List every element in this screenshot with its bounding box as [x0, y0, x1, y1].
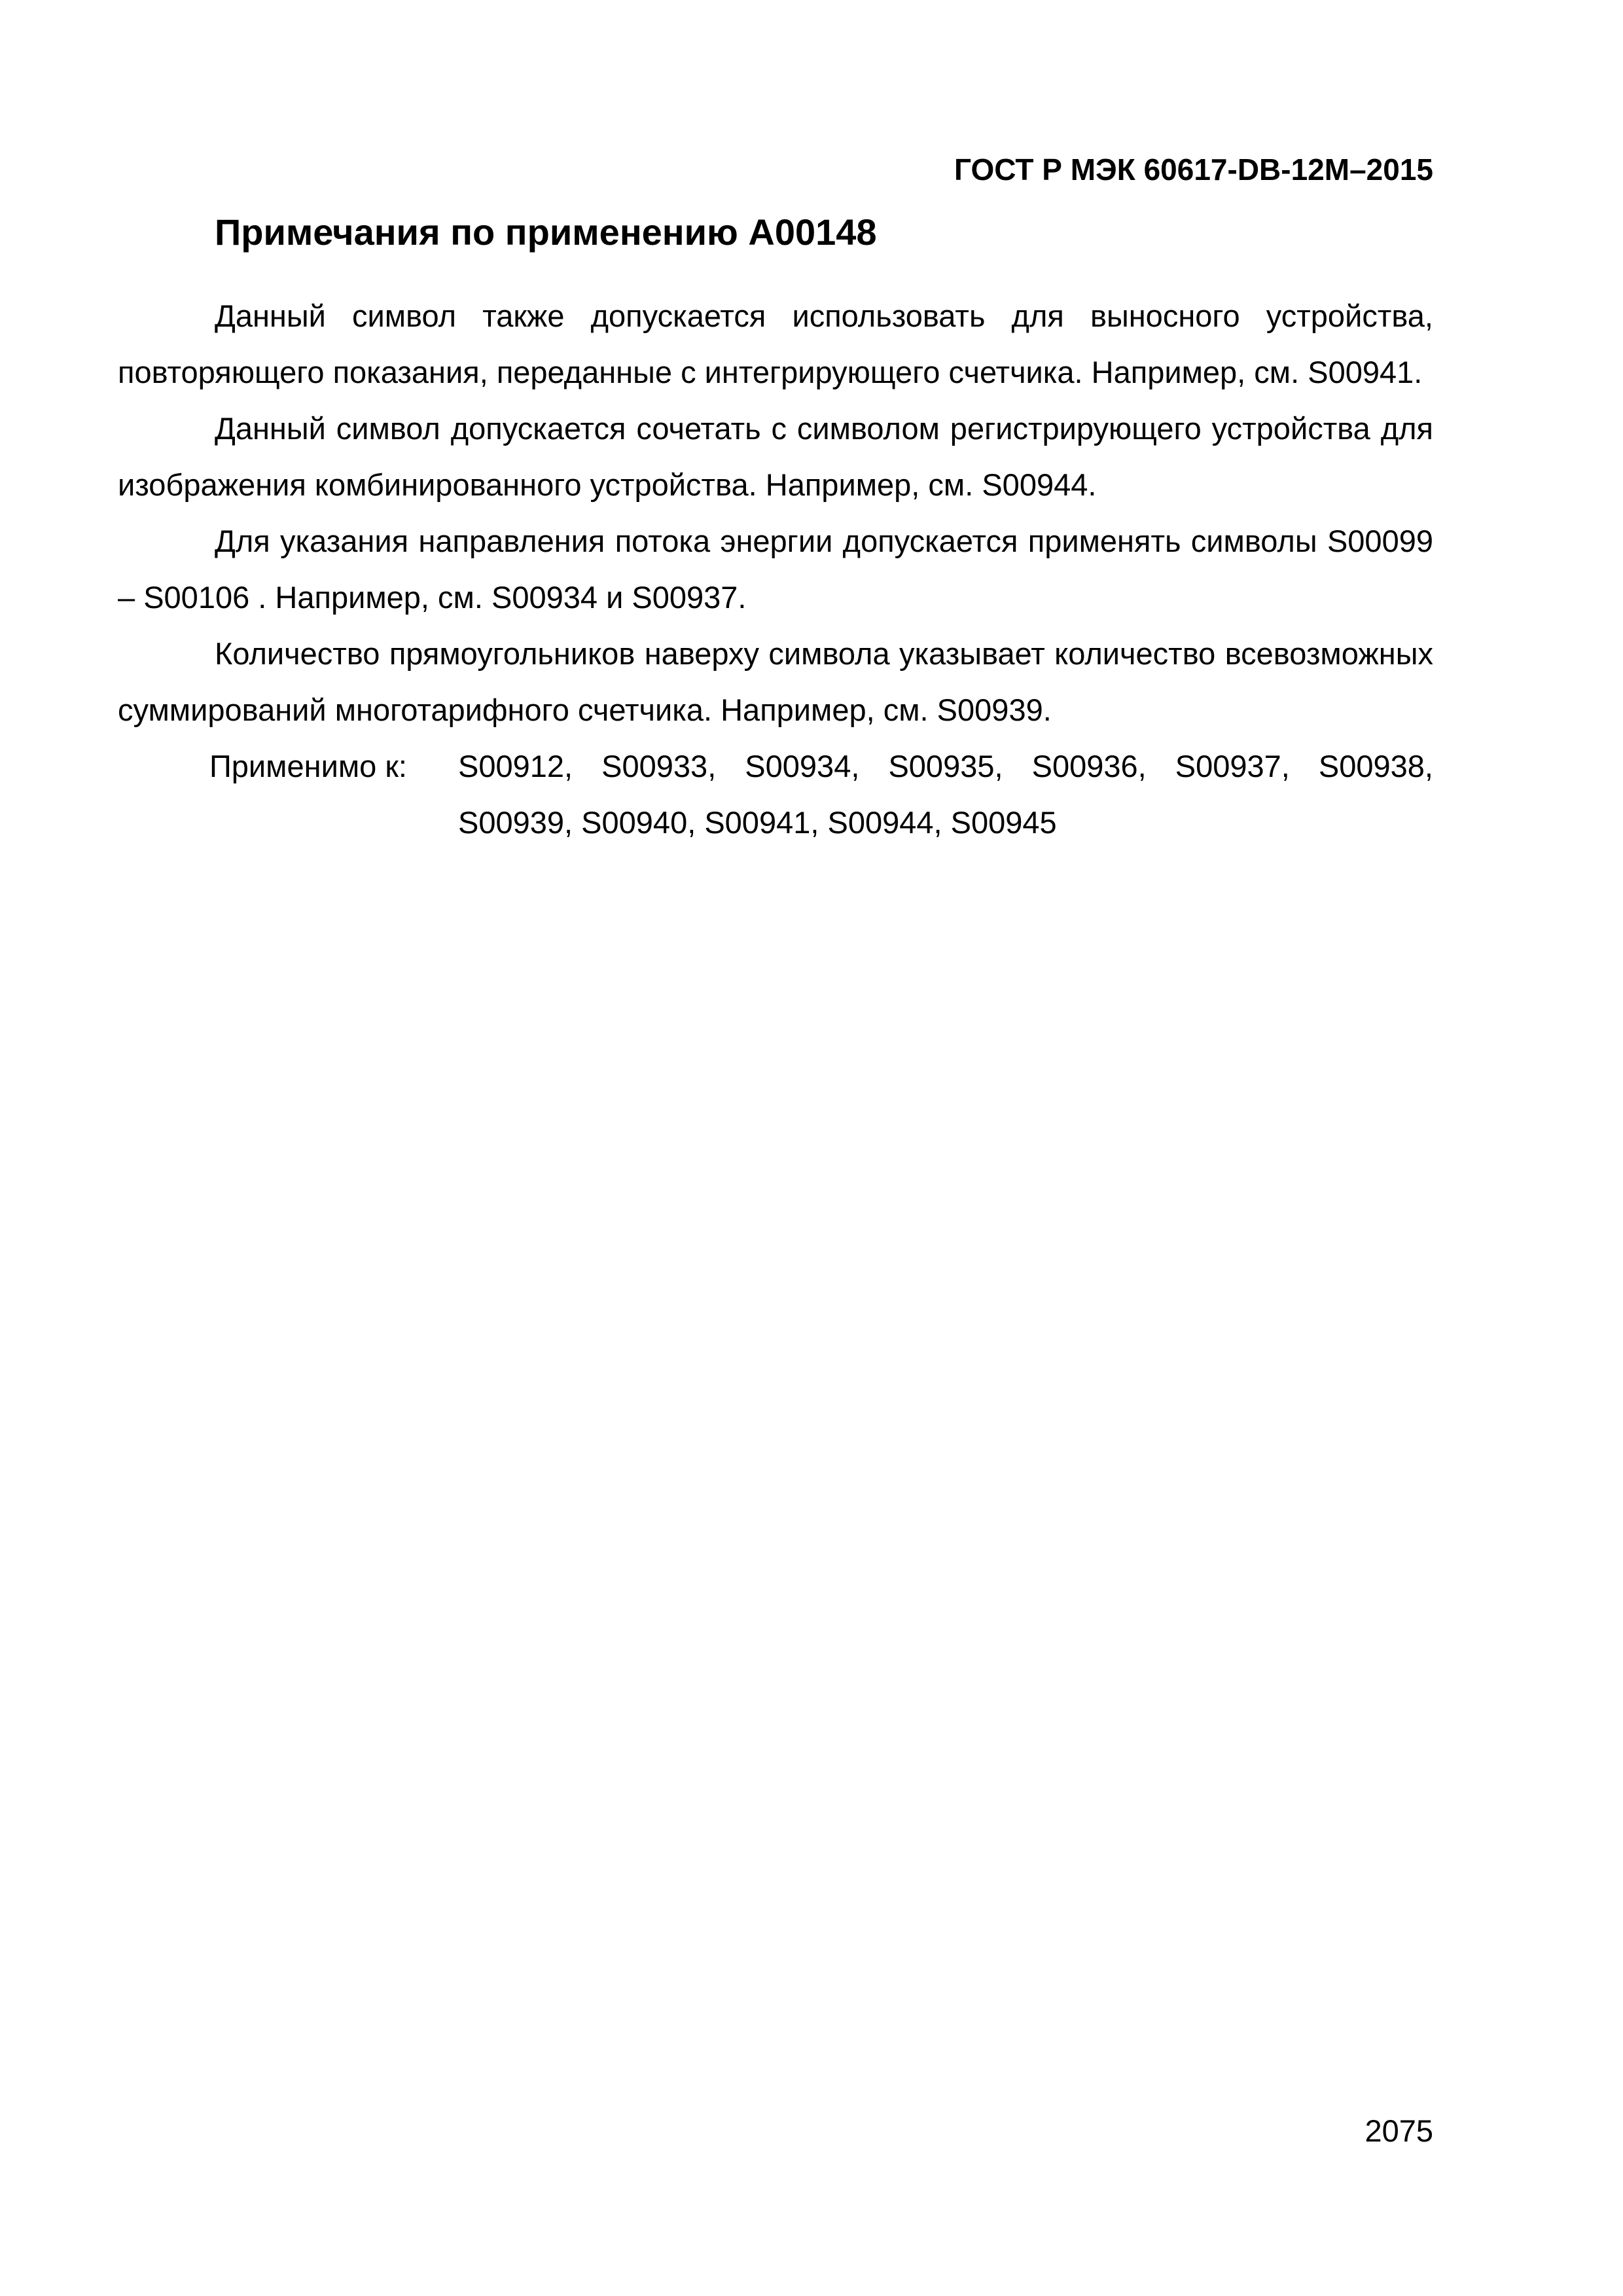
document-code-header: ГОСТ Р МЭК 60617-DB-12M–2015: [954, 152, 1433, 187]
section-title: Примечания по применению A00148: [215, 211, 877, 253]
note-paragraph-3: Для указания направления потока энергии допускается применять символы S00099 – S00106 . Например, см. S00934 и S00937.: [118, 524, 1433, 615]
applicable-to-block: [209, 738, 1433, 851]
note-paragraph-1: Данный символ также допускается использовать для выносного устройства, повторяющего показания, переданные с интегрирующего счетчика. Например, см. S00941.: [118, 298, 1433, 389]
notes-body: [118, 288, 1433, 851]
page-number: 2075: [1364, 2113, 1433, 2148]
note-paragraph-2: Данный символ допускается сочетать с символом регистрирующего устройства для изображения комбинированного устройства. Например, см. S00944.: [118, 411, 1433, 502]
note-paragraph-4: Количество прямоугольников наверху символа указывает количество всевозможных суммирований многотарифного счетчика. Например, см. S00939.: [118, 636, 1433, 727]
applicable-to-label: Применимо к:: [209, 749, 407, 783]
applicable-to-list: S00912, S00933, S00934, S00935, S00936, S00937, S00938, S00939, S00940, S00941, S00944, S00945: [458, 749, 1433, 840]
